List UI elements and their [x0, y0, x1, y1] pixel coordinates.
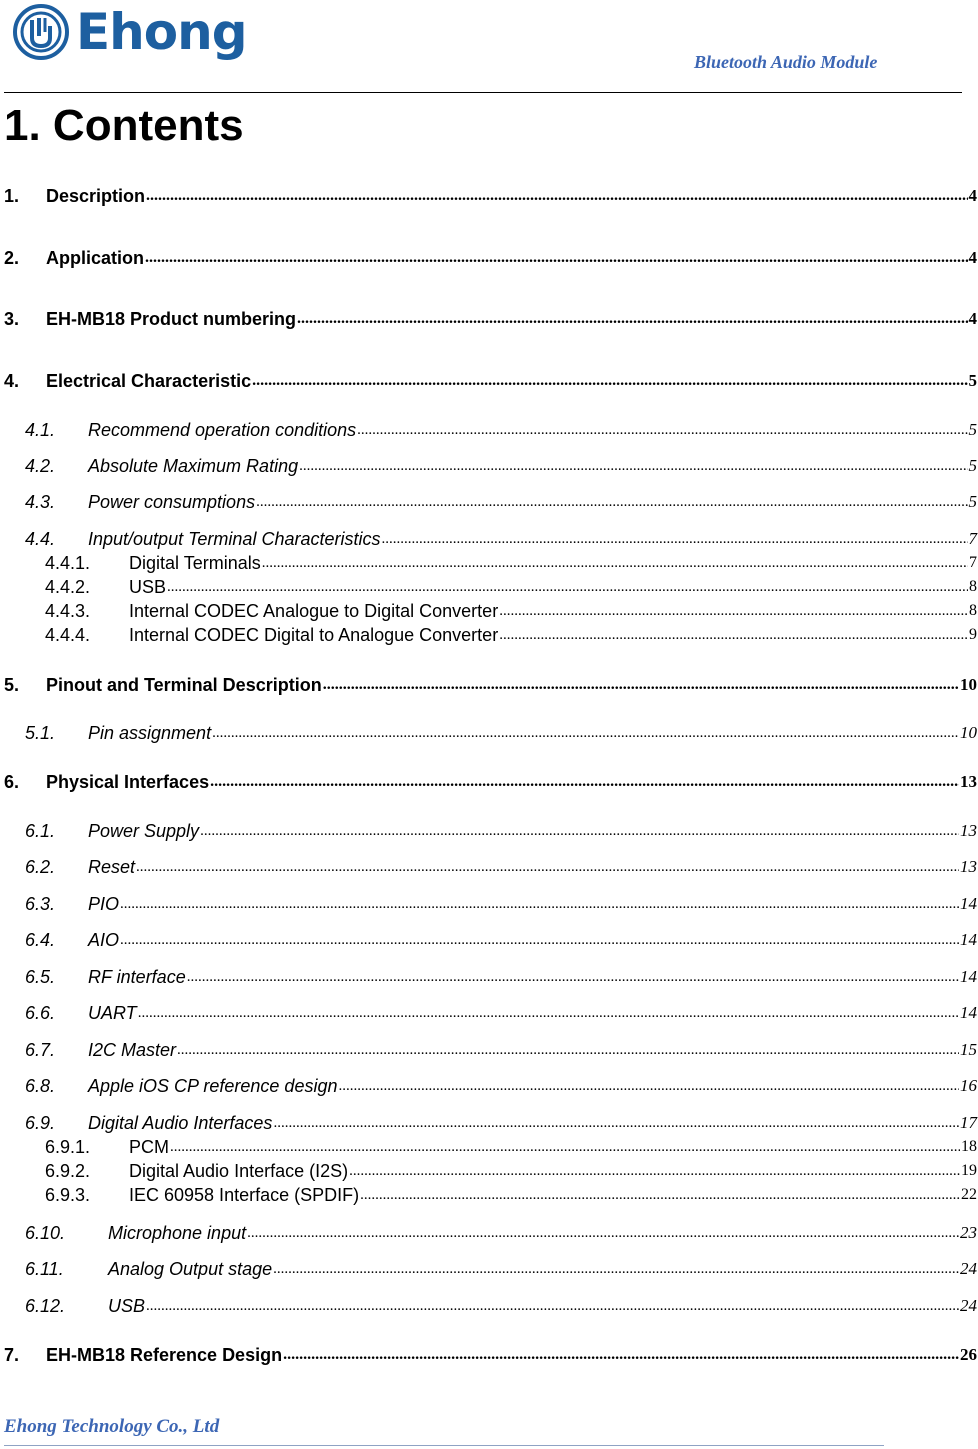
toc-number: 6.9.3.	[45, 1185, 91, 1205]
toc-leader	[212, 722, 959, 744]
toc-leader	[252, 370, 967, 392]
toc-entry-6-8[interactable]	[25, 1075, 977, 1097]
toc-number: 6.1.	[25, 821, 56, 841]
toc-title: I2C Master	[88, 1040, 177, 1060]
toc-page-number: 4	[968, 186, 977, 205]
toc-entry-4-3[interactable]	[25, 491, 977, 513]
toc-number: 4.2.	[25, 456, 56, 476]
toc-entry-6-7[interactable]	[25, 1039, 977, 1061]
toc-number: 6.2.	[25, 857, 56, 877]
toc-page-number: 7	[969, 554, 977, 571]
toc-number: 6.9.	[25, 1113, 56, 1133]
toc-page-number: 14	[960, 930, 977, 949]
toc-page-number: 14	[960, 1003, 977, 1022]
toc-title: Input/output Terminal Characteristics	[88, 529, 381, 549]
toc-number: 5.	[4, 675, 20, 695]
toc-entry-7[interactable]	[4, 1344, 977, 1366]
toc-title: EH-MB18 Reference Design	[46, 1345, 283, 1365]
toc-title: Physical Interfaces	[46, 772, 210, 792]
toc-title: Digital Audio Interfaces	[88, 1113, 273, 1133]
toc-entry-6-10[interactable]	[25, 1222, 977, 1244]
toc-page-number: 24	[960, 1296, 977, 1315]
toc-leader	[299, 455, 967, 477]
toc-leader	[273, 1258, 959, 1280]
toc-leader	[381, 528, 967, 550]
toc-number: 5.1.	[25, 723, 56, 743]
toc-number: 6.9.1.	[45, 1137, 91, 1157]
toc-entry-5-1[interactable]	[25, 722, 977, 744]
toc-number: 7.	[4, 1345, 20, 1365]
toc-number: 6.4.	[25, 930, 56, 950]
toc-title: Application	[46, 248, 144, 268]
toc-number: 6.	[4, 772, 20, 792]
toc-page-number: 14	[960, 894, 977, 913]
toc-leader	[349, 1160, 960, 1182]
toc-page-number: 22	[961, 1186, 977, 1203]
toc-leader	[247, 1222, 959, 1244]
toc-leader	[297, 308, 967, 330]
toc-number: 4.4.1.	[45, 553, 91, 573]
toc-leader	[273, 1112, 959, 1134]
toc-page-number: 14	[960, 967, 977, 986]
toc-page-number: 26	[960, 1345, 977, 1364]
toc-leader	[256, 491, 967, 513]
toc-title: Pin assignment	[88, 723, 212, 743]
toc-entry-4-4-2[interactable]	[45, 576, 977, 598]
toc-number: 1.	[4, 186, 20, 206]
toc-entry-4-4-4[interactable]	[45, 624, 977, 646]
toc-number: 2.	[4, 248, 20, 268]
toc-leader	[170, 1136, 960, 1158]
toc-page-number: 5	[968, 492, 977, 511]
toc-entry-6-3[interactable]	[25, 893, 977, 915]
toc-page-number: 4	[968, 309, 977, 328]
toc-title: USB	[129, 577, 167, 597]
toc-number: 4.4.	[25, 529, 56, 549]
ehong-logo-icon	[12, 4, 70, 60]
toc-entry-3[interactable]	[4, 308, 977, 330]
footer-divider	[4, 1445, 884, 1446]
toc-entry-6-5[interactable]	[25, 966, 977, 988]
toc-leader	[138, 1002, 959, 1024]
toc-page-number: 4	[968, 248, 977, 267]
toc-leader	[120, 893, 959, 915]
toc-page-number: 15	[960, 1040, 977, 1059]
toc-leader	[323, 674, 959, 696]
toc-title: IEC 60958 Interface (SPDIF)	[129, 1185, 360, 1205]
toc-title: Analog Output stage	[108, 1259, 273, 1279]
toc-entry-5[interactable]	[4, 674, 977, 696]
page-title: 1. Contents	[4, 101, 244, 150]
toc-leader	[338, 1075, 959, 1097]
toc-leader	[499, 624, 968, 646]
toc-page-number: 13	[960, 821, 977, 840]
toc-leader	[283, 1344, 959, 1366]
toc-entry-6-1[interactable]	[25, 820, 977, 842]
toc-entry-4-1[interactable]	[25, 419, 977, 441]
toc-number: 6.8.	[25, 1076, 56, 1096]
toc-title: PIO	[88, 894, 120, 914]
toc-entry-4[interactable]	[4, 370, 977, 392]
toc-number: 4.4.2.	[45, 577, 91, 597]
toc-title: Digital Audio Interface (I2S)	[129, 1161, 349, 1181]
toc-leader	[177, 1039, 959, 1061]
toc-leader	[146, 185, 967, 207]
header-title: Bluetooth Audio Module	[694, 52, 878, 72]
toc-title: UART	[88, 1003, 137, 1023]
toc-leader	[187, 966, 959, 988]
toc-page-number: 5	[968, 420, 977, 439]
toc-page-number: 19	[961, 1162, 977, 1179]
toc-page-number: 24	[960, 1259, 977, 1278]
toc-number: 4.4.4.	[45, 625, 91, 645]
toc-title: EH-MB18 Product numbering	[46, 309, 297, 329]
toc-entry-6-9[interactable]	[25, 1112, 977, 1134]
toc-number: 6.5.	[25, 967, 56, 987]
toc-number: 3.	[4, 309, 20, 329]
logo-text: Ehong	[76, 3, 247, 61]
toc-number: 4.	[4, 371, 20, 391]
toc-page-number: 13	[960, 772, 977, 791]
toc-leader	[200, 820, 959, 842]
toc-number: 4.3.	[25, 492, 56, 512]
toc-page-number: 16	[960, 1076, 977, 1095]
toc-title: Microphone input	[108, 1223, 247, 1243]
toc-title: Description	[46, 186, 146, 206]
toc-number: 6.9.2.	[45, 1161, 91, 1181]
toc-entry-6-9-1[interactable]	[45, 1136, 977, 1158]
toc-page-number: 9	[969, 626, 977, 643]
toc-entry-4-4-3[interactable]	[45, 600, 977, 622]
toc-entry-4-2[interactable]	[25, 455, 977, 477]
toc-leader	[360, 1184, 960, 1206]
toc-leader	[357, 419, 967, 441]
toc-page-number: 5	[968, 371, 977, 390]
toc-leader	[167, 576, 968, 598]
toc-leader	[146, 1295, 959, 1317]
toc-page-number: 7	[968, 529, 977, 548]
toc-entry-4-4-1[interactable]	[45, 552, 977, 574]
toc-title: Internal CODEC Analogue to Digital Converter	[129, 601, 499, 621]
toc-title: Recommend operation conditions	[88, 420, 357, 440]
toc-leader	[145, 247, 968, 269]
toc-title: Pinout and Terminal Description	[46, 675, 322, 695]
toc-title: Apple iOS CP reference design	[88, 1076, 338, 1096]
toc-leader	[136, 856, 959, 878]
toc-number: 4.1.	[25, 420, 56, 440]
toc-page-number: 23	[960, 1223, 977, 1242]
company-logo	[12, 4, 247, 60]
toc-entry-6-11[interactable]	[25, 1258, 977, 1280]
toc-number: 6.7.	[25, 1040, 56, 1060]
toc-number: 6.12.	[25, 1296, 66, 1316]
toc-title: Electrical Characteristic	[46, 371, 252, 391]
toc-entry-6-12[interactable]	[25, 1295, 977, 1317]
toc-title: USB	[108, 1296, 146, 1316]
toc-entry-6-9-3[interactable]	[45, 1184, 977, 1206]
header-divider	[4, 92, 962, 93]
toc-title: Absolute Maximum Rating	[88, 456, 299, 476]
toc-page-number: 13	[960, 857, 977, 876]
toc-title: PCM	[129, 1137, 169, 1157]
toc-number: 6.6.	[25, 1003, 56, 1023]
toc-leader	[499, 600, 968, 622]
toc-entry-6[interactable]	[4, 771, 977, 793]
toc-leader	[262, 552, 968, 574]
toc-title: AIO	[88, 930, 120, 950]
toc-number: 6.3.	[25, 894, 56, 914]
toc-entry-6-2[interactable]	[25, 856, 977, 878]
toc-page-number: 17	[960, 1113, 977, 1132]
toc-title: Digital Terminals	[129, 553, 261, 573]
toc-title: Reset	[88, 857, 136, 877]
footer-company: Ehong Technology Co., Ltd	[4, 1416, 220, 1437]
toc-title: RF interface	[88, 967, 186, 987]
toc-leader	[120, 929, 959, 951]
toc-page-number: 10	[960, 723, 977, 742]
toc-page-number: 18	[961, 1138, 977, 1155]
toc-page-number: 5	[968, 456, 977, 475]
toc-title: Internal CODEC Digital to Analogue Converter	[129, 625, 499, 645]
toc-entry-4-4[interactable]	[25, 528, 977, 550]
toc-entry-6-9-2[interactable]	[45, 1160, 977, 1182]
toc-entry-6-4[interactable]	[25, 929, 977, 951]
toc-number: 6.10.	[25, 1223, 66, 1243]
toc-title: Power consumptions	[88, 492, 256, 512]
toc-leader	[210, 771, 959, 793]
toc-page-number: 10	[960, 675, 977, 694]
toc-entry-1[interactable]	[4, 185, 977, 207]
toc-page-number: 8	[969, 578, 977, 595]
toc-title: Power Supply	[88, 821, 200, 841]
toc-entry-2[interactable]	[4, 247, 977, 269]
toc-page-number: 8	[969, 602, 977, 619]
toc-number: 4.4.3.	[45, 601, 91, 621]
toc-entry-6-6[interactable]	[25, 1002, 977, 1024]
toc-number: 6.11.	[25, 1259, 64, 1279]
